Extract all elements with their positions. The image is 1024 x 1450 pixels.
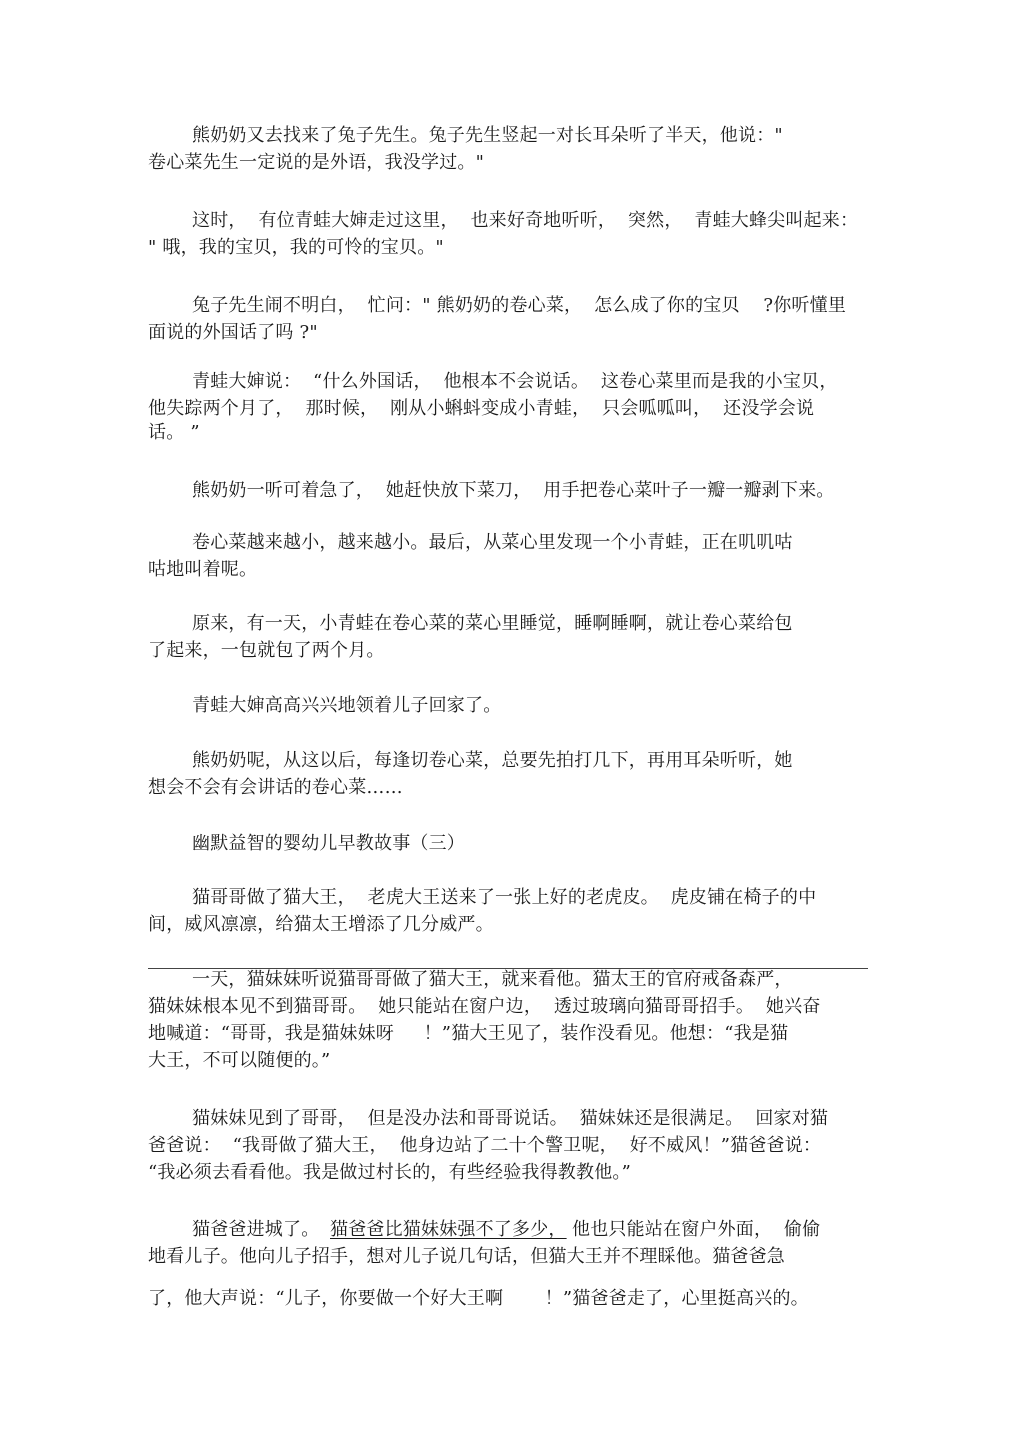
text-line: 原来，有一天，小青蛙在卷心菜的菜心里睡觉，睡啊睡啊，就让卷心菜给包 [192,613,793,634]
text-line: 这时， 有位青蛙大婶走过这里， 也来好奇地听听， 突然， 青蛙大蜂尖叫起来： [192,210,859,231]
text-line: 地看儿子。他向儿子招手，想对儿子说几句话，但猫大王并不理睬他。猫爸爸急 [148,1246,785,1267]
text-line: 卷心菜越来越小，越来越小。最后，从菜心里发现一个小青蛙，正在叽叽咕 [192,532,793,553]
text-line: “我必须去看看他。我是做过村长的，有些经验我得教教他。” [148,1162,632,1183]
text-line: 猫爸爸进城了。 [192,1219,320,1240]
text-line: 他失踪两个月了， 那时候， 刚从小蝌蚪变成小青蛙， 只会呱呱叫， 还没学会说 [148,398,815,419]
text-line: 熊奶奶又去找来了兔子先生。兔子先生竖起一对长耳朵听了半天，他说：" [192,125,783,146]
text-line: 猫哥哥做了猫大王， 老虎大王送来了一张上好的老虎皮。 虎皮铺在椅子的中 [192,887,817,908]
text-line: 青蛙大婶说： “什么外国话， 他根本不会说话。 这卷心菜里而是我的小宝贝， [192,371,838,392]
text-line: " 哦，我的宝贝，我的可怜的宝贝。" [148,237,444,258]
text-line: 间，威风凛凛，给猫太王增添了几分威严。 [148,914,494,935]
text-line: 他也只能站在窗户外面， 偷偷 [572,1219,821,1240]
text-line: 青蛙大婶高高兴兴地领着儿子回家了。 [192,695,502,716]
text-line: 想会不会有会讲话的卷心菜…… [148,777,403,798]
text-line: 熊奶奶一听可着急了， 她赶快放下菜刀， 用手把卷心菜叶子一瓣一瓣剥下来。 [192,480,835,501]
text-line: 爸爸说： “我哥做了猫大王， 他身边站了二十个警卫呢， 好不威风！”猫爸爸说： [148,1135,822,1156]
text-line: 大王，不可以随便的。” [148,1050,331,1071]
text-line: 咕地叫着呢。 [148,559,258,580]
text-line: 熊奶奶呢，从这以后，每逢切卷心菜，总要先拍打几下，再用耳朵听听，她 [192,750,793,771]
text-line: 猫妹妹见到了哥哥， 但是没办法和哥哥说话。 猫妹妹还是很满足。 回家对猫 [192,1108,829,1129]
text-line: 面说的外国话了吗 ?" [148,322,318,343]
text-line: 兔子先生闹不明白， 忙问：" 熊奶奶的卷心菜， 怎么成了你的宝贝 ?你听懂里 [192,295,847,316]
text-line: 一天，猫妹妹听说猫哥哥做了猫大王，就来看他。猫太王的官府戒备森严， [192,969,793,990]
text-line: 猫妹妹根本见不到猫哥哥。 她只能站在窗户边， 透过玻璃向猫哥哥招手。 她兴奋 [148,996,821,1017]
text-line: 了，他大声说：“儿子，你要做一个好大王啊 ！”猫爸爸走了，心里挺高兴的。 [148,1288,809,1309]
text-line: 卷心菜先生一定说的是外语，我没学过。" [148,152,485,173]
text-line: 地喊道：“哥哥，我是猫妹妹呀 ！”猫大王见了，装作没看见。他想：“我是猫 [148,1023,789,1044]
section-heading: 幽默益智的婴幼儿早教故事（三） [192,833,465,854]
underlined-text: 猫爸爸比猫妹妹强不了多少， [330,1219,567,1240]
text-line: 话。 ” [148,422,200,443]
text-line: 了起来，一包就包了两个月。 [148,640,385,661]
